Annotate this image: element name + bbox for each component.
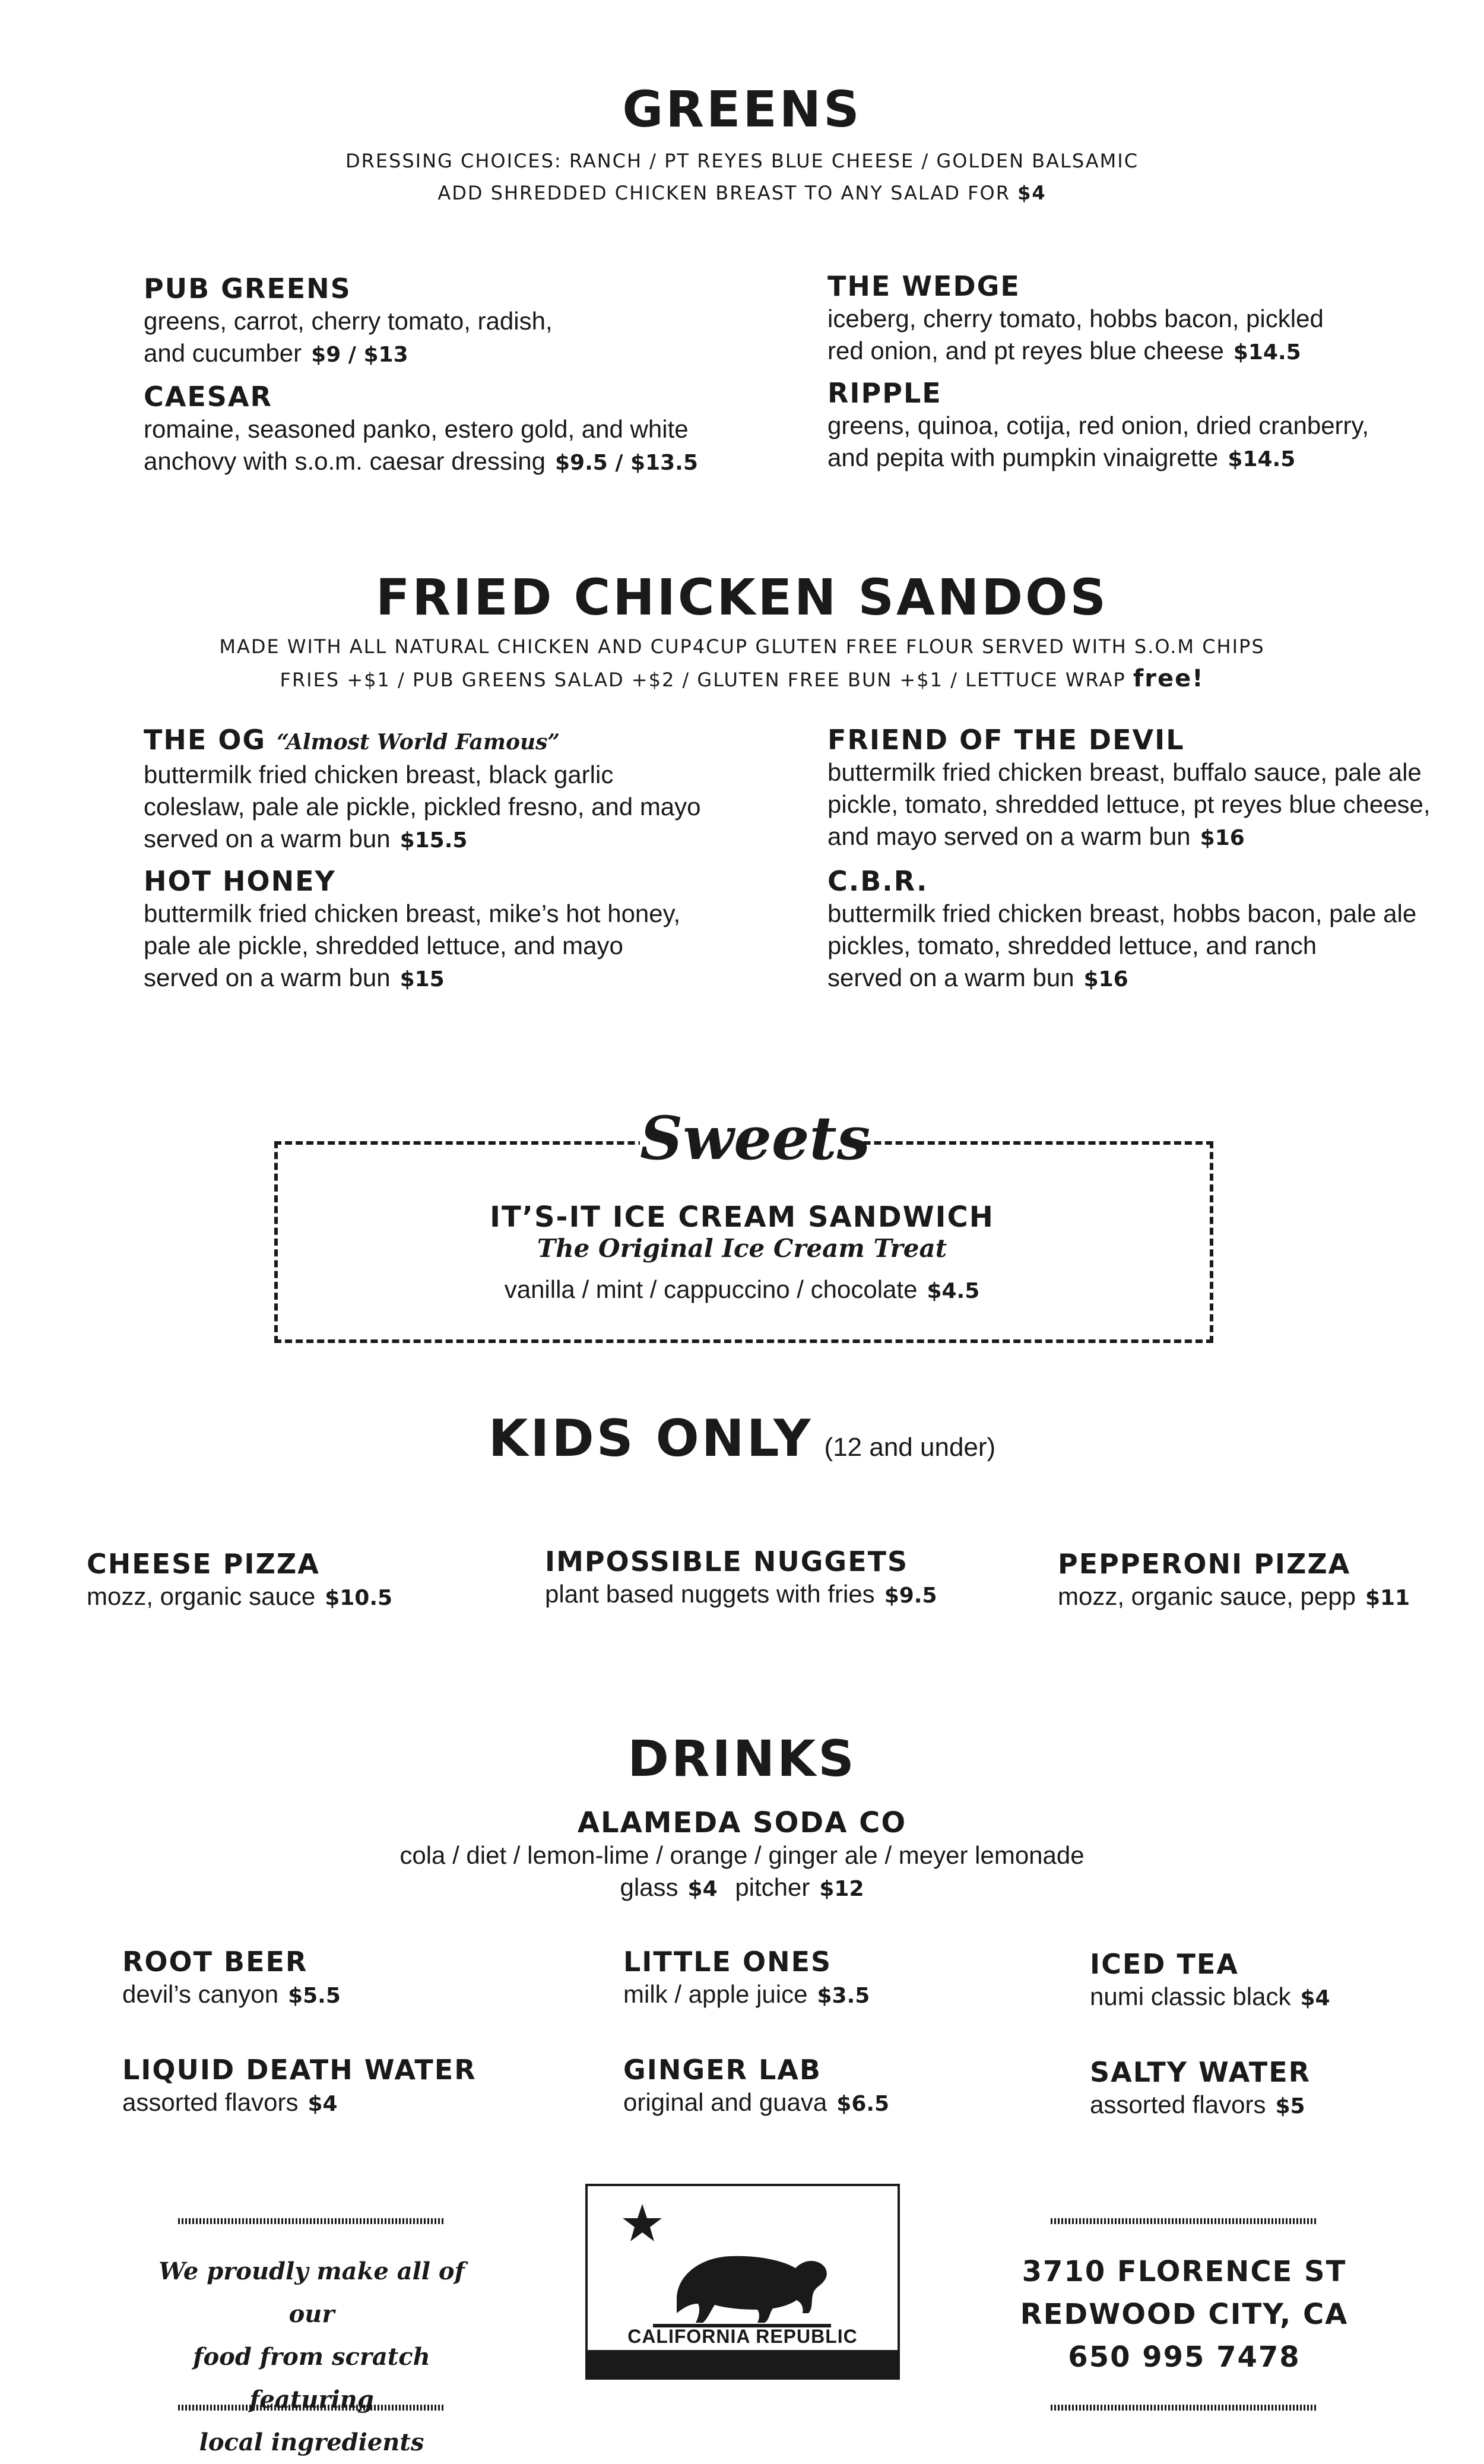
soda-pitcher-label: pitcher [735, 1873, 810, 1901]
item-desc-line: greens, carrot, cherry tomato, radish, [144, 307, 553, 335]
menu-item-caesar [144, 380, 698, 479]
item-name: GINGER LAB [623, 2054, 822, 2086]
item-name: HOT HONEY [144, 865, 336, 897]
greens-addon-price: $4 [1017, 182, 1047, 204]
soda-glass-label: glass [620, 1873, 678, 1901]
footer-rule-right-top [1051, 2218, 1318, 2224]
item-name: IMPOSSIBLE NUGGETS [545, 1545, 909, 1578]
soda-flavors: cola / diet / lemon-lime / orange / ginger ale / meyer lemonade [399, 1841, 1085, 1869]
sandos-options-line [0, 663, 1484, 696]
item-desc-text: mozz, organic sauce, pepp [1058, 1582, 1356, 1610]
menu-item-iced-tea [1090, 1947, 1330, 2015]
menu-item-pub-greens [144, 272, 553, 371]
item-desc-text: served on a warm bun [144, 964, 391, 992]
item-desc-line: pickle, tomato, shredded lettuce, pt reyes blue cheese, [827, 790, 1431, 818]
item-desc-text: milk / apple juice [623, 1980, 808, 2008]
item-price: $15.5 [399, 828, 468, 853]
item-desc-line: pale ale pickle, shredded lettuce, and mayo [144, 932, 623, 959]
item-desc-line [87, 1581, 392, 1614]
bear-flag-icon [588, 2186, 898, 2377]
footer-tagline-line: local ingredients [199, 2428, 424, 2456]
item-desc-line [122, 1978, 341, 2012]
soda-glass-price: $4 [687, 1877, 718, 1901]
sweets-item-tagline: The Original Ice Cream Treat [537, 1234, 947, 1263]
menu-item-pepperoni-pizza [1058, 1547, 1410, 1614]
item-desc-line: buttermilk fried chicken breast, buffalo sauce, pale ale [827, 758, 1422, 786]
item-price: $6.5 [836, 2092, 890, 2116]
menu-item-friend-of-the-devil [827, 723, 1431, 854]
soda-name: ALAMEDA SODA CO [577, 1806, 907, 1839]
item-desc-line: buttermilk fried chicken breast, mike’s hot honey, [144, 900, 681, 927]
item-price: $9.5 [884, 1583, 937, 1608]
item-desc-line [545, 1578, 937, 1612]
kids-age-note: (12 and under) [824, 1433, 996, 1462]
item-desc-line [827, 821, 1431, 854]
menu-item-hot-honey [144, 864, 680, 996]
item-name: ROOT BEER [122, 1946, 308, 1978]
item-desc-line [122, 2086, 477, 2120]
item-desc-line: greens, quinoa, cotija, red onion, dried cranberry, [827, 411, 1369, 439]
greens-addon-line [0, 177, 1484, 209]
item-name: SALTY WATER [1090, 2056, 1311, 2088]
item-desc-line: pickles, tomato, shredded lettuce, and ranch [827, 932, 1317, 959]
sandos-info-line: MADE WITH ALL NATURAL CHICKEN AND CUP4CUP GLUTEN FREE FLOUR SERVED WITH S.O.M CHIPS [219, 635, 1265, 658]
item-desc-text: assorted flavors [122, 2088, 299, 2116]
item-desc-text: plant based nuggets with fries [545, 1580, 875, 1608]
item-desc-text: assorted flavors [1090, 2091, 1266, 2118]
item-price: $5 [1275, 2094, 1305, 2118]
menu-item-ripple [827, 376, 1369, 476]
item-desc-text: served on a warm bun [144, 825, 391, 853]
sweets-item-price: $4.5 [927, 1279, 980, 1303]
item-desc-line: buttermilk fried chicken breast, black garlic [144, 761, 614, 788]
item-desc-line [1090, 1981, 1330, 2015]
menu-item-root-beer [122, 1945, 341, 2012]
menu-item-cheese-pizza [87, 1547, 392, 1614]
menu-item-impossible-nuggets [545, 1545, 937, 1612]
footer-rule-left-top [178, 2218, 445, 2224]
greens-title: GREENS [622, 80, 862, 138]
footer-tagline-line: We proudly make all of our [158, 2257, 465, 2328]
item-desc-line [1090, 2089, 1311, 2123]
flag-band [588, 2350, 898, 2377]
item-desc-text: original and guava [623, 2088, 827, 2116]
item-desc-line: romaine, seasoned panko, estero gold, and white [144, 415, 689, 443]
sandos-free-label: free! [1133, 665, 1204, 692]
menu-item-the-og [144, 723, 701, 857]
item-name: RIPPLE [827, 377, 942, 409]
menu-item-salty-water [1090, 2056, 1311, 2123]
address-street: 3710 FLORENCE ST [1022, 2255, 1347, 2288]
item-price: $15 [399, 967, 445, 992]
item-name: CHEESE PIZZA [87, 1548, 320, 1580]
sandos-title: FRIED CHICKEN SANDOS [376, 568, 1108, 626]
item-desc-line [827, 335, 1324, 369]
item-price: $16 [1083, 967, 1128, 992]
item-desc-text: devil’s canyon [122, 1980, 279, 2008]
bear-silhouette [677, 2256, 827, 2323]
item-desc-line [827, 962, 1416, 996]
footer-tagline [137, 2250, 487, 2464]
item-desc-line [144, 962, 680, 996]
kids-title: KIDS ONLY [488, 1409, 813, 1468]
item-name: FRIEND OF THE DEVIL [827, 724, 1185, 756]
drinks-title: DRINKS [627, 1730, 857, 1788]
item-name: LITTLE ONES [623, 1946, 832, 1978]
item-desc-line: iceberg, cherry tomato, hobbs bacon, pickled [827, 305, 1324, 332]
menu-item-cbr [827, 864, 1416, 996]
item-desc-line [144, 823, 701, 857]
item-desc-line [144, 445, 698, 479]
soda-pitcher-price: $12 [819, 1877, 864, 1901]
item-desc-line: coleslaw, pale ale pickle, pickled fresno, and mayo [144, 793, 701, 821]
menu-item-liquid-death-water [122, 2053, 477, 2120]
footer-address [1009, 2250, 1359, 2379]
item-price: $9.5 / $13.5 [554, 451, 698, 475]
footer-rule-right-bottom [1051, 2405, 1318, 2411]
item-price: $9 / $13 [311, 343, 408, 367]
item-desc-text: served on a warm bun [827, 964, 1074, 992]
item-price: $5.5 [288, 1984, 341, 2008]
menu-item-the-wedge [827, 270, 1324, 369]
item-desc-line [144, 337, 553, 371]
item-name: CAESAR [144, 381, 272, 413]
greens-addon-text: ADD SHREDDED CHICKEN BREAST TO ANY SALAD FOR [437, 182, 1010, 204]
item-price: $4 [1300, 1986, 1330, 2010]
item-price: $16 [1200, 826, 1245, 850]
item-desc-text: anchovy with s.o.m. caesar dressing [144, 447, 546, 475]
item-desc-line [623, 1978, 870, 2012]
item-name-line [144, 723, 701, 759]
star-icon [623, 2204, 662, 2241]
item-name: PUB GREENS [144, 273, 351, 305]
item-name: ICED TEA [1090, 1948, 1239, 1980]
item-name: C.B.R. [827, 865, 928, 897]
menu-item-little-ones [623, 1945, 870, 2012]
item-desc-text: and pepita with pumpkin vinaigrette [827, 444, 1219, 471]
item-desc-text: and cucumber [144, 339, 302, 367]
item-name: PEPPERONI PIZZA [1058, 1548, 1351, 1580]
item-price: $10.5 [325, 1586, 393, 1610]
sandos-options-text: FRIES +$1 / PUB GREENS SALAD +$2 / GLUTEN FREE BUN +$1 / LETTUCE WRAP [280, 669, 1126, 691]
sweets-title: Sweets [640, 1103, 871, 1173]
item-desc-text: numi classic black [1090, 1982, 1291, 2010]
item-price: $3.5 [817, 1984, 870, 2008]
kids-heading [0, 1409, 1484, 1483]
soda-prices-line [0, 1871, 1484, 1905]
sweets-item-name: IT’S-IT ICE CREAM SANDWICH [490, 1201, 994, 1234]
item-price: $14.5 [1228, 447, 1296, 471]
item-tagline: “Almost World Famous” [277, 730, 560, 755]
california-flag [585, 2184, 900, 2380]
item-price: $4 [307, 2092, 338, 2116]
item-desc-line [1058, 1581, 1410, 1614]
item-name: THE OG [144, 724, 267, 756]
footer-tagline-line: food from scratch featuring [193, 2343, 430, 2414]
item-price: $11 [1365, 1586, 1410, 1610]
item-desc-line: buttermilk fried chicken breast, hobbs bacon, pale ale [827, 900, 1417, 927]
item-name: LIQUID DEATH WATER [122, 2054, 477, 2086]
item-desc-text: mozz, organic sauce [87, 1582, 316, 1610]
item-desc-text: and mayo served on a warm bun [827, 822, 1191, 850]
flag-text: CALIFORNIA REPUBLIC [627, 2326, 858, 2347]
address-city: REDWOOD CITY, CA [1020, 2298, 1349, 2331]
greens-dressing-line: DRESSING CHOICES: RANCH / PT REYES BLUE CHEESE / GOLDEN BALSAMIC [345, 150, 1139, 172]
sweets-item-desc: vanilla / mint / cappuccino / chocolate [504, 1275, 918, 1303]
item-desc-line [827, 442, 1369, 476]
item-desc-text: red onion, and pt reyes blue cheese [827, 337, 1224, 365]
item-desc-line [623, 2086, 889, 2120]
phone-number: 650 995 7478 [1068, 2341, 1301, 2374]
item-price: $14.5 [1233, 340, 1301, 365]
sweets-title-wrap [640, 1100, 871, 1177]
item-name: THE WEDGE [827, 270, 1020, 302]
menu-item-ginger-lab [623, 2053, 889, 2120]
sweets-item-desc-line [0, 1272, 1484, 1309]
